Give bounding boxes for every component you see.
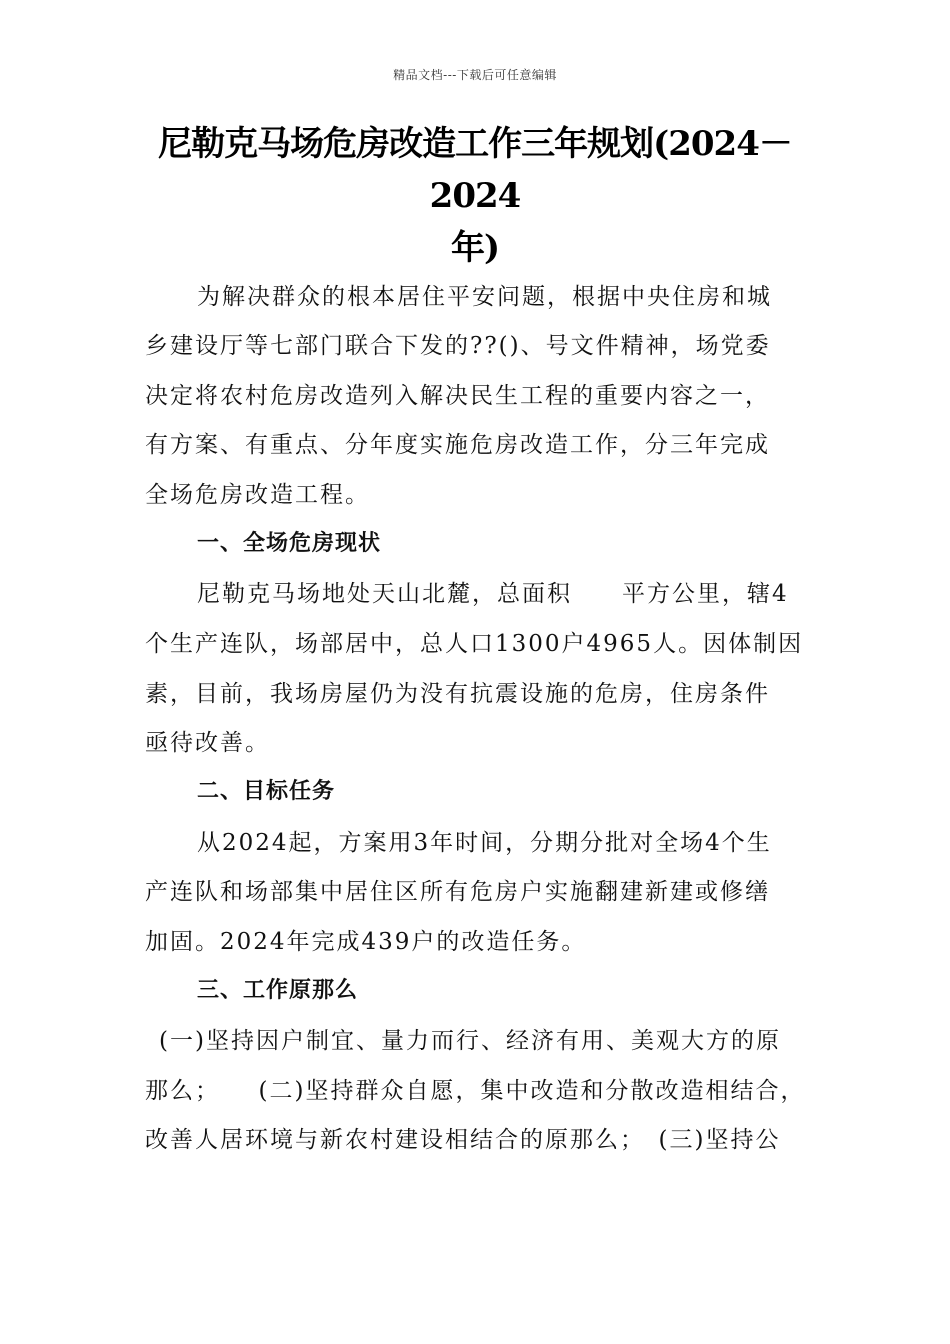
intro-line-2: 乡建设厅等七部门联合下发的??()、号文件精神，场党委 [145, 333, 771, 359]
section2-line-2: 产连队和场部集中居住区所有危房户实施翻建新建或修缮 [145, 879, 770, 905]
section3-line-2: 那么； (二)坚持群众自愿，集中改造和分散改造相结合， [145, 1078, 806, 1104]
section-heading-3: 三、工作原那么 [197, 978, 359, 1003]
section3-line-1: (一)坚持因户制宜、量力而行、经济有用、美观大方的原 [159, 1028, 781, 1054]
intro-line-5: 全场危房改造工程。 [145, 482, 370, 508]
title-line-2: 年) [450, 228, 500, 268]
section2-line-1: 从2024起，方案用3年时间，分期分批对全场4个生 [197, 830, 772, 856]
section3-line-3: 改善人居环境与新农村建设相结合的原那么； (三)坚持公 [145, 1127, 781, 1153]
section-heading-2: 二、目标任务 [197, 779, 336, 804]
intro-line-4: 有方案、有重点、分年度实施危房改造工作，分三年完成 [145, 432, 770, 458]
header-note: 精品文档---下载后可任意编辑 [393, 68, 557, 82]
section1-line-4: 亟待改善。 [145, 730, 270, 756]
intro-line-3: 决定将农村危房改造列入解决民生工程的重要内容之一， [145, 383, 770, 409]
section1-line-2: 个生产连队，场部居中，总人口1300户4965人。因体制因 [145, 631, 804, 657]
document-body [145, 0, 810, 1344]
intro-line-1: 为解决群众的根本居住平安问题，根据中央住房和城 [197, 284, 772, 310]
section2-line-3: 加固。2024年完成439户的改造任务。 [145, 929, 587, 955]
section-heading-1: 一、全场危房现状 [197, 531, 382, 556]
title-line-1: 尼勒克马场危房改造工作三年规划(2024－2024 [158, 124, 792, 216]
section1-line-1: 尼勒克马场地处天山北麓，总面积 平方公里，辖4 [197, 581, 789, 607]
section1-line-3: 素，目前，我场房屋仍为没有抗震设施的危房，住房条件 [145, 681, 770, 707]
